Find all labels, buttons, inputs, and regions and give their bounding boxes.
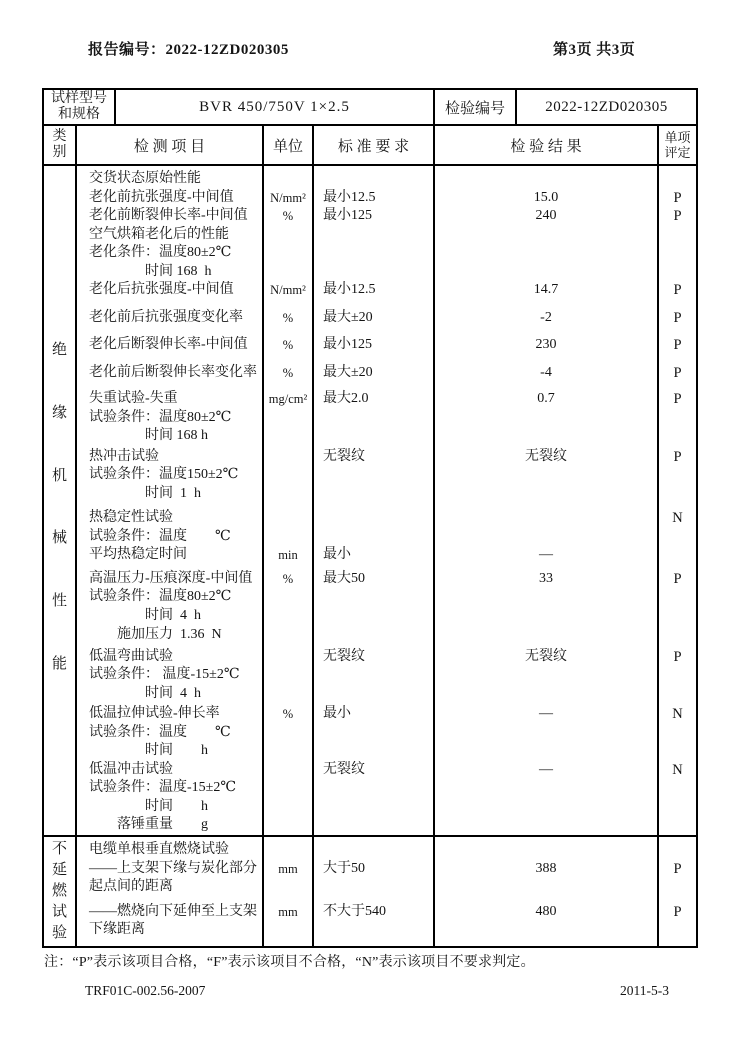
test-item-column-line: 低温拉伸试验-伸长率 <box>89 706 220 721</box>
test-item-column-line: 低温冲击试验 <box>89 761 173 777</box>
standard-requirement-column-line <box>314 509 433 528</box>
standard-requirement-column-line <box>314 626 433 645</box>
unit-column-line <box>264 724 312 743</box>
test-result-column-line: -2 <box>540 309 552 325</box>
exam-number-label: 检验编号 <box>435 90 517 124</box>
test-result-column-line <box>435 626 657 645</box>
verdict-column-line: N <box>672 706 683 722</box>
unit-column-line: % <box>282 338 294 352</box>
standard-requirement-column-line <box>314 798 433 817</box>
test-result-column-line <box>435 798 657 817</box>
test-result-column-line: 0.7 <box>537 391 555 406</box>
page-indicator: 第3页 共3页 <box>553 42 636 58</box>
verdict-column-line <box>659 409 696 428</box>
standard-requirement-column-line <box>314 742 433 761</box>
verdict-column-line: P <box>673 337 682 353</box>
test-item-column-line: ——上支架下缘与炭化部分 <box>89 860 257 876</box>
test-item-column-line: 老化后抗张强度-中间值 <box>89 282 234 297</box>
test-result-column-line <box>435 170 657 189</box>
unit-column-line <box>264 626 312 645</box>
header-verdict-line1: 单项 <box>664 130 691 145</box>
verdict-column <box>659 166 696 835</box>
standard-requirement-column-line <box>314 588 433 607</box>
verdict-column-line <box>659 170 696 189</box>
standard-requirement-column <box>314 837 435 946</box>
unit-column-line <box>264 409 312 428</box>
standard-requirement-column-line <box>314 170 433 189</box>
report-number: 报告编号：2022-12ZD020305 <box>88 42 289 58</box>
test-item-column <box>77 166 264 835</box>
verdict-column-line <box>659 742 696 761</box>
standard-requirement-column-line <box>314 685 433 704</box>
unit-column-line <box>264 685 312 704</box>
verdict-column-line: P <box>673 903 682 920</box>
verdict-column-line <box>659 816 696 835</box>
unit-column-line <box>264 878 312 897</box>
unit-column-line <box>264 170 312 189</box>
test-item-column-line: 失重试验-失重 <box>89 391 178 406</box>
standard-requirement-column-line: 不大于540 <box>323 903 386 919</box>
unit-column-line <box>264 742 312 761</box>
standard-requirement-column-line: 最小 <box>323 706 351 721</box>
test-item-column-line: 试验条件：温度80±2℃ <box>89 409 232 425</box>
verdict-column-line <box>659 588 696 607</box>
test-result-column-line: 388 <box>535 860 557 876</box>
category-char: 能 <box>51 655 67 672</box>
test-result-column-line: — <box>539 706 553 721</box>
sample-spec-value: BVR 450/750V 1×2.5 <box>116 90 435 124</box>
test-item-column-line: 老化后断裂伸长率-中间值 <box>89 337 248 352</box>
test-result-column-line <box>435 244 657 263</box>
unit-column-line: % <box>282 365 294 380</box>
standard-requirement-column-line: 最大±20 <box>323 364 373 380</box>
test-result-column-line <box>435 466 657 485</box>
form-number: TRF01C-002.56-2007 <box>85 983 206 998</box>
standard-requirement-column-line: 最大50 <box>323 570 365 586</box>
verdict-column-line: P <box>673 208 682 224</box>
category-label <box>44 837 77 946</box>
test-item-column-line: 低温弯曲试验 <box>89 648 173 664</box>
sample-spec-label-line2: 和规格 <box>58 107 100 122</box>
category-label <box>44 166 77 835</box>
unit-column-line <box>264 509 312 528</box>
header-test-item: 检 测 项 目 <box>77 126 264 164</box>
unit-column-line <box>264 588 312 607</box>
test-item-column-line: 高温压力-压痕深度-中间值 <box>89 570 253 586</box>
category-char: 缘 <box>51 404 67 421</box>
unit-column-line <box>264 841 312 860</box>
category-char: 延 <box>51 862 67 878</box>
test-result-column-line <box>435 607 657 626</box>
standard-requirement-column-line: 大于50 <box>323 860 365 876</box>
standard-requirement-column-line <box>314 779 433 798</box>
test-result-column-line <box>435 685 657 704</box>
test-item-column-line: 试验条件：温度150±2℃ <box>89 467 239 482</box>
test-item-column-line: 时间 168 h <box>89 428 208 443</box>
verdict-column-line <box>659 841 696 860</box>
category-char: 绝 <box>51 342 67 358</box>
test-item-column-line: 时间 1 h <box>89 485 201 501</box>
verdict-column-line: P <box>673 391 682 407</box>
unit-column-line <box>264 485 312 504</box>
verdict-column-line <box>659 466 696 485</box>
category-char: 验 <box>51 925 67 941</box>
test-result-column-line <box>435 509 657 528</box>
verdict-column-line <box>659 798 696 817</box>
standard-requirement-column-line: 最小125 <box>323 337 372 352</box>
form-date: 2011-5-3 <box>620 983 669 998</box>
verdict-column-line <box>659 724 696 743</box>
unit-column-line <box>264 448 312 467</box>
unit-column-line <box>264 648 312 667</box>
test-result-column-line <box>435 485 657 504</box>
sample-info-row <box>44 90 696 126</box>
verdict-column-line: P <box>673 364 682 381</box>
unit-column-line: % <box>282 571 294 586</box>
category-char: 械 <box>51 530 67 547</box>
test-result-column-line: 15.0 <box>533 189 559 205</box>
test-item-column-line: 时间 4 h <box>89 607 201 623</box>
test-item-column-line: 空气烘箱老化后的性能 <box>89 226 229 242</box>
standard-requirement-column-line <box>314 244 433 263</box>
verdict-column <box>659 837 696 946</box>
verdict-column-line <box>659 878 696 897</box>
test-item-column-line: 热稳定性试验 <box>89 510 173 525</box>
verdict-column-line: N <box>672 510 683 526</box>
standard-requirement-column-line <box>314 878 433 897</box>
header-standard: 标 准 要 求 <box>314 126 435 164</box>
unit-column-line <box>264 798 312 817</box>
test-result-column-line: -4 <box>540 364 552 380</box>
column-header-row <box>44 126 696 166</box>
standard-requirement-column-line <box>314 816 433 835</box>
standard-requirement-column-line <box>314 226 433 245</box>
test-result-column-line <box>435 226 657 245</box>
test-item-column-line: 老化前后抗张强度变化率 <box>89 309 243 325</box>
category-char: 性 <box>51 593 67 610</box>
test-result-column-line: 480 <box>535 903 557 919</box>
test-item-column-line: 时间 h <box>89 743 208 758</box>
verdict-column-line: P <box>673 189 682 206</box>
header-category-line1: 类 <box>52 129 67 144</box>
unit-column-line <box>264 226 312 245</box>
test-item-column-line: 起点间的距离 <box>89 879 173 894</box>
standard-requirement-column-line <box>314 724 433 743</box>
verdict-column-line: P <box>673 282 682 298</box>
test-item-column-line: 试验条件：温度80±2℃ <box>89 589 232 604</box>
test-report-table <box>42 88 698 948</box>
verdict-column-line <box>659 427 696 446</box>
verdict-column-line <box>659 528 696 547</box>
unit-column-line <box>264 427 312 446</box>
header-verdict <box>659 126 696 164</box>
unit-column-line <box>264 779 312 798</box>
unit-column-line <box>264 528 312 547</box>
unit-column-line: mg/cm² <box>268 392 308 406</box>
verdict-column-line: P <box>673 570 682 587</box>
sample-spec-label-line1: 试样型号 <box>51 91 107 106</box>
table-body <box>44 166 696 946</box>
unit-column <box>264 166 314 835</box>
standard-requirement-column-line: 最小 <box>323 547 351 562</box>
header-category-line2: 别 <box>52 145 67 160</box>
standard-requirement-column <box>314 166 435 835</box>
verdict-column-line <box>659 485 696 504</box>
test-result-column <box>435 837 659 946</box>
verdict-column-line <box>659 263 696 282</box>
category-char: 机 <box>51 467 67 484</box>
standard-requirement-column-line <box>314 427 433 446</box>
unit-column-line: mm <box>278 904 298 919</box>
test-item-column-line: 老化前后断裂伸长率变化率 <box>89 364 257 380</box>
verdict-column-line <box>659 226 696 245</box>
test-item-column-line: 施加压力 1.36 N <box>89 627 222 642</box>
verdict-column-line <box>659 685 696 704</box>
unit-column-line <box>264 466 312 485</box>
standard-requirement-column-line <box>314 666 433 685</box>
standard-requirement-column-line <box>314 841 433 860</box>
verdict-column-line: P <box>673 860 682 877</box>
test-item-column-line: 试验条件：温度-15±2℃ <box>89 780 237 795</box>
standard-requirement-column-line: 最大±20 <box>323 309 373 325</box>
test-result-column-line: 33 <box>539 570 553 586</box>
test-item-column-line: 时间 168 h <box>89 263 212 279</box>
test-item-column-line: 下缘距离 <box>89 922 145 937</box>
test-result-column-line: 240 <box>535 208 557 223</box>
unit-column-line <box>264 263 312 282</box>
test-result-column-line: — <box>539 761 553 777</box>
header-unit: 单位 <box>264 126 314 164</box>
test-result-column-line <box>435 427 657 446</box>
table-section <box>44 166 696 837</box>
test-result-column-line <box>435 528 657 547</box>
unit-column-line <box>264 921 312 940</box>
unit-column-line: % <box>282 209 294 223</box>
test-result-column-line <box>435 878 657 897</box>
standard-requirement-column-line <box>314 528 433 547</box>
verdict-column-line <box>659 666 696 685</box>
test-item-column <box>77 837 264 946</box>
verdict-column-line: P <box>673 309 682 326</box>
unit-column-line <box>264 607 312 626</box>
test-result-column-line: 无裂纹 <box>525 648 567 664</box>
standard-requirement-column-line <box>314 409 433 428</box>
standard-requirement-column-line: 最小12.5 <box>323 189 376 205</box>
standard-requirement-column-line <box>314 921 433 940</box>
header-verdict-line2: 评定 <box>664 145 691 160</box>
test-item-column-line: 试验条件：温度 ℃ <box>89 528 231 544</box>
standard-requirement-column-line <box>314 485 433 504</box>
verdict-column-line: P <box>673 448 682 465</box>
verdict-column-line <box>659 546 696 565</box>
test-item-column-line: 落锤重量 g <box>89 817 208 832</box>
standard-requirement-column-line: 无裂纹 <box>323 448 365 464</box>
unit-column-line <box>264 816 312 835</box>
verdict-column-line <box>659 779 696 798</box>
verdict-column-line <box>659 607 696 626</box>
standard-requirement-column-line: 最小125 <box>323 208 372 223</box>
test-item-column-line: 热冲击试验 <box>89 448 159 464</box>
test-item-column-line: 老化条件：温度80±2℃ <box>89 245 232 260</box>
category-char: 燃 <box>51 883 67 899</box>
verdict-column-line <box>659 626 696 645</box>
unit-column-line <box>264 244 312 263</box>
test-result-column-line <box>435 779 657 798</box>
sample-spec-label <box>44 90 116 124</box>
test-result-column-line: 无裂纹 <box>525 448 567 464</box>
standard-requirement-column-line: 最小12.5 <box>323 282 376 297</box>
test-item-column-line: ——燃烧向下延伸至上支架 <box>89 903 257 919</box>
standard-requirement-column-line <box>314 607 433 626</box>
header-result: 检 验 结 果 <box>435 126 659 164</box>
verdict-column-line: N <box>672 761 683 778</box>
test-item-column-line: 电缆单根垂直燃烧试验 <box>89 842 229 857</box>
unit-column-line <box>264 666 312 685</box>
test-result-column <box>435 166 659 835</box>
test-result-column-line <box>435 841 657 860</box>
test-result-column-line <box>435 742 657 761</box>
unit-column-line: N/mm² <box>270 283 306 297</box>
test-item-column-line: 时间 4 h <box>89 685 201 701</box>
unit-column-line: N/mm² <box>270 190 306 205</box>
unit-column-line: % <box>282 310 294 325</box>
verdict-column-line <box>659 921 696 940</box>
unit-column-line: % <box>282 707 294 721</box>
test-result-column-line <box>435 263 657 282</box>
standard-requirement-column-line <box>314 263 433 282</box>
unit-column <box>264 837 314 946</box>
unit-column-line <box>264 761 312 780</box>
test-result-column-line <box>435 816 657 835</box>
test-result-column-line <box>435 666 657 685</box>
verdict-column-line <box>659 244 696 263</box>
table-section <box>44 837 696 946</box>
standard-requirement-column-line: 无裂纹 <box>323 761 365 777</box>
test-item-column-line: 老化前抗张强度-中间值 <box>89 189 234 205</box>
standard-requirement-column-line: 无裂纹 <box>323 648 365 664</box>
test-result-column-line <box>435 588 657 607</box>
standard-requirement-column-line <box>314 466 433 485</box>
test-item-column-line: 老化前断裂伸长率-中间值 <box>89 208 248 223</box>
test-item-column-line: 平均热稳定时间 <box>89 547 187 562</box>
standard-requirement-column-line: 最大2.0 <box>323 391 369 406</box>
unit-column-line: min <box>278 548 298 562</box>
test-result-column-line <box>435 921 657 940</box>
test-item-column-line: 试验条件：温度 ℃ <box>89 724 231 740</box>
legend-note: 注：“P”表示该项目合格，“F”表示该项目不合格，“N”表示该项目不要求判定。 <box>44 955 535 970</box>
test-result-column-line: 230 <box>535 337 557 352</box>
header-category <box>44 126 77 164</box>
exam-number-value: 2022-12ZD020305 <box>545 98 668 115</box>
test-result-column-line <box>435 409 657 428</box>
test-result-column-line: — <box>539 547 553 562</box>
test-item-column-line: 试验条件： 温度-15±2℃ <box>89 667 240 682</box>
category-char: 不 <box>51 841 67 857</box>
unit-column-line: mm <box>278 861 298 876</box>
test-result-column-line <box>435 724 657 743</box>
test-item-column-line: 交货状态原始性能 <box>89 171 201 186</box>
verdict-column-line: P <box>673 648 682 665</box>
category-char: 试 <box>51 904 67 920</box>
test-item-column-line: 时间 h <box>89 798 208 814</box>
test-result-column-line: 14.7 <box>533 282 559 297</box>
